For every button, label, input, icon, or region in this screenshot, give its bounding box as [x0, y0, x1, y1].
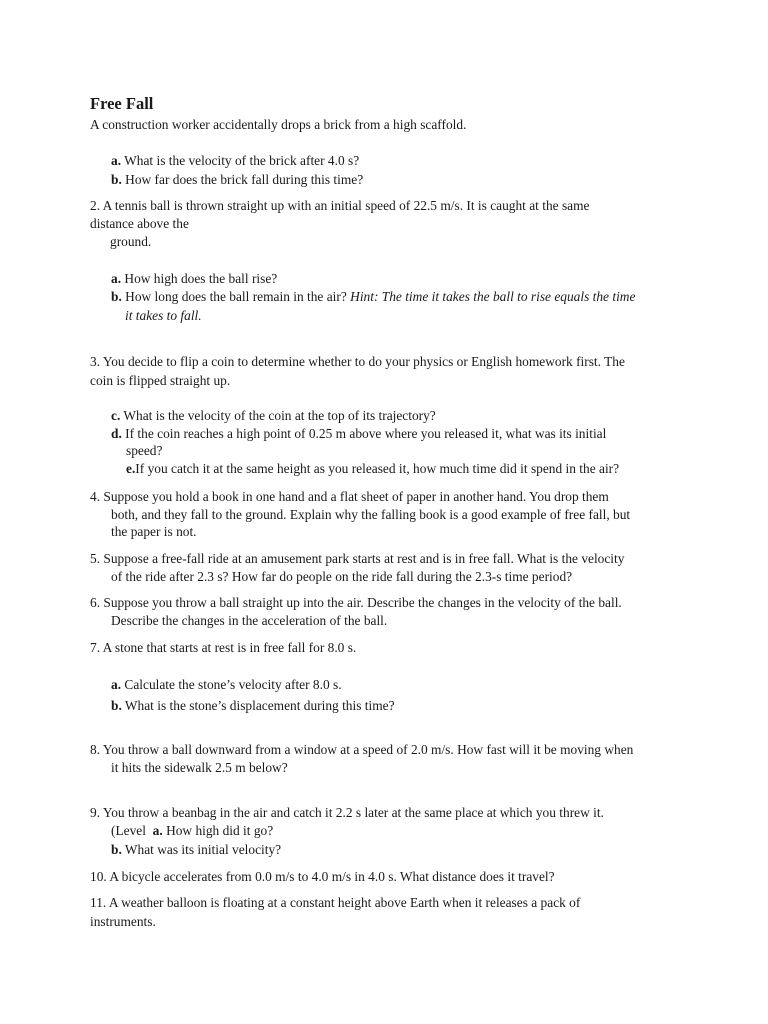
q4-line-1: 4. Suppose you hold a book in one hand and a flat sheet of paper in another hand. You drop them [90, 489, 609, 504]
q9-part-a [111, 822, 273, 840]
page-title: Free Fall [90, 94, 154, 113]
q1-a-marker: a. [111, 153, 122, 168]
q7-a-marker: a. [111, 677, 122, 692]
q3-c-marker: c. [111, 408, 121, 423]
q3-d-line-2: speed? [126, 443, 163, 458]
q3-c-text: What is the velocity of the coin at the top of its trajectory? [123, 408, 436, 423]
q9-part-b [111, 841, 281, 859]
q2-hint-text-2: it takes to fall. [125, 308, 202, 323]
q1-b-text: How far does the brick fall during this time? [125, 172, 364, 187]
q9-level-text: (Level [111, 823, 146, 838]
q2-a-text: How high does the ball rise? [124, 271, 278, 286]
q3-d-text: If the coin reaches a high point of 0.25 m above where you released it, what was its initial [125, 426, 607, 441]
q9-b-text: What was its initial velocity? [124, 842, 282, 857]
q3-part-d [111, 425, 606, 443]
q5-line-1: 5. Suppose a free-fall ride at an amusement park starts at rest and is in free fall. What is the velocity [90, 551, 625, 566]
q2-a-marker: a. [111, 271, 122, 286]
q1-part-b [111, 171, 363, 189]
q9-line-1: 9. You throw a beanbag in the air and catch it 2.2 s later at the same place at which you threw it. [90, 805, 604, 820]
q2-line-1: 2. A tennis ball is thrown straight up with an initial speed of 22.5 m/s. It is caught at the same [90, 198, 590, 213]
q2-line-2: distance above the [90, 216, 189, 231]
q1-b-marker: b. [111, 172, 122, 187]
q9-b-marker: b. [111, 842, 122, 857]
q9-a-text: How high did it go? [166, 823, 274, 838]
q11-line-1: 11. A weather balloon is floating at a constant height above Earth when it releases a pack of [90, 895, 581, 910]
q4-line-3: the paper is not. [111, 524, 197, 539]
q7-a-text: Calculate the stone’s velocity after 8.0 s. [124, 677, 342, 692]
q2-part-a [111, 270, 277, 288]
q3-e-marker: e. [126, 461, 136, 476]
q1-part-a [111, 152, 359, 170]
q2-hint-line-2 [125, 307, 202, 325]
q2-b-marker: b. [111, 289, 122, 304]
q9-a-marker: a. [152, 823, 163, 838]
q8-line-2: it hits the sidewalk 2.5 m below? [111, 760, 288, 775]
q1-a-text: What is the velocity of the brick after 4.0 s? [124, 153, 360, 168]
q7-b-marker: b. [111, 698, 122, 713]
q4-line-2: both, and they fall to the ground. Explain why the falling book is a good example of free fall, but [111, 507, 631, 522]
q6-line-1: 6. Suppose you throw a ball straight up into the air. Describe the changes in the velocity of the ball. [90, 595, 622, 610]
q3-line-1: 3. You decide to flip a coin to determine whether to do your physics or English homework first. The [90, 354, 625, 369]
q7-line-1: 7. A stone that starts at rest is in free fall for 8.0 s. [90, 640, 357, 655]
q2-line-3: ground. [110, 234, 152, 249]
q3-part-c [111, 407, 436, 425]
q8-line-1: 8. You throw a ball downward from a window at a speed of 2.0 m/s. How fast will it be moving when [90, 742, 634, 757]
q2-hint-line-1: Hint: The time it takes the ball to rise equals the time [350, 289, 636, 304]
q7-part-b [111, 697, 395, 715]
q3-line-2: coin is flipped straight up. [90, 373, 231, 388]
q10-line-1: 10. A bicycle accelerates from 0.0 m/s to 4.0 m/s in 4.0 s. What distance does it travel? [90, 869, 555, 884]
q3-d-marker: d. [111, 426, 122, 441]
q6-line-2: Describe the changes in the acceleration of the ball. [111, 613, 388, 628]
q2-part-b [111, 288, 635, 306]
q11-line-2: instruments. [90, 914, 156, 929]
q7-part-a [111, 676, 342, 694]
intro-text: A construction worker accidentally drops a brick from a high scaffold. [90, 117, 467, 132]
q5-line-2: of the ride after 2.3 s? How far do people on the ride fall during the 2.3-s time period? [111, 569, 573, 584]
q3-e-text: If you catch it at the same height as you released it, how much time did it spend in the air? [135, 461, 620, 476]
q7-b-text: What is the stone’s displacement during this time? [124, 698, 395, 713]
q2-b-text: How long does the ball remain in the air? [125, 289, 347, 304]
q3-part-e [126, 460, 619, 478]
